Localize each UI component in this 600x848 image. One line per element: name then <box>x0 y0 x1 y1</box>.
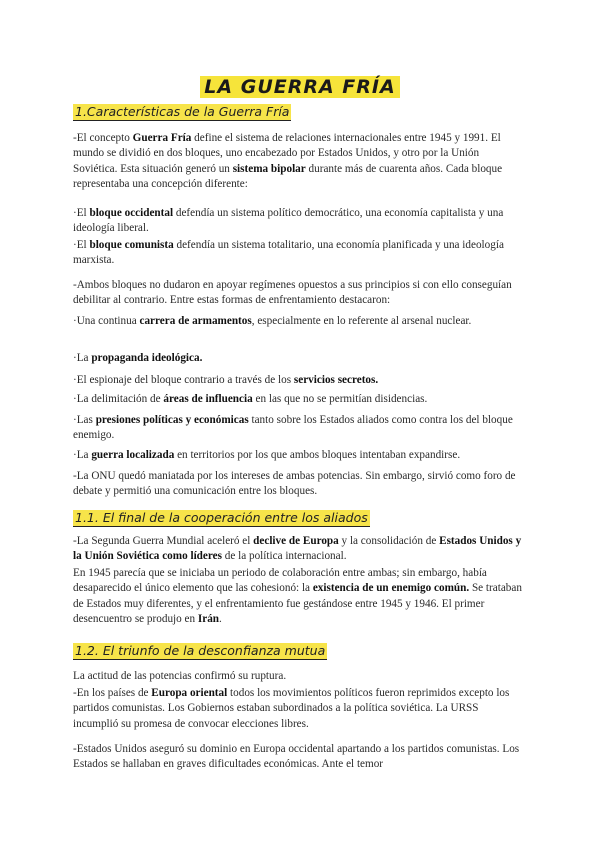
paragraph-12: -La Segunda Guerra Mundial aceleró el declive de Europa y la consolidación de Estados Unidos y la Unión Soviética como líderes de la política internacional. <box>73 535 522 563</box>
paragraph-16: -Estados Unidos aseguró su dominio en Europa occidental apartando a los partidos comunistas. Los Estados se hallaban en graves dificultades económicas. Ante el temor <box>73 743 520 771</box>
paragraph-5: ·Una continua carrera de armamentos, especialmente en lo referente al arsenal nuclear. <box>73 315 472 327</box>
section-heading-1: 1.Características de la Guerra Fría <box>75 104 290 119</box>
paragraph-4: -Ambos bloques no dudaron en apoyar regímenes opuestos a sus principios si con ello conseguían debilitar al contrario. Entre estas formas de enfrentamiento destacaron: <box>73 279 512 307</box>
paragraph-13: En 1945 parecía que se iniciaba un periodo de colaboración entre ambas; sin embargo, había desaparecido el único elemento que las cohesionó: la existencia de un enemigo común. Se trataban de Estados muy diferentes, y el enfrentamiento fue gestándose entre 1945 y 1946. El primer desencuentro se produjo en Irán. <box>73 567 522 626</box>
section-heading-3: 1.2. El triunfo de la desconfianza mutua <box>75 643 326 658</box>
paragraph-6: ·La propaganda ideológica. <box>73 352 203 364</box>
page-title: LA GUERRA FRÍA <box>200 76 399 98</box>
paragraph-9: ·Las presiones políticas y económicas tanto sobre los Estados aliados como contra los del bloque enemigo. <box>73 414 513 442</box>
paragraph-2: ·El bloque occidental defendía un sistema político democrático, una economía capitalista y una ideología liberal. <box>73 207 504 235</box>
paragraph-7: ·El espionaje del bloque contrario a través de los servicios secretos. <box>73 374 379 386</box>
paragraph-11: -La ONU quedó maniatada por los intereses de ambas potencias. Sin embargo, sirvió como foro de debate y permitió una comunicación entre los bloques. <box>73 470 516 498</box>
title-wrap <box>0 76 600 98</box>
paragraph-8: ·La delimitación de áreas de influencia en las que no se permitían disidencias. <box>73 393 428 405</box>
paragraph-14: La actitud de las potencias confirmó su ruptura. <box>73 670 287 682</box>
paragraph-3: ·El bloque comunista defendía un sistema totalitario, una economía planificada y una ideología marxista. <box>73 239 504 267</box>
section-heading-2: 1.1. El final de la cooperación entre los aliados <box>75 510 368 525</box>
paragraph-10: ·La guerra localizada en territorios por los que ambos bloques intentaban expandirse. <box>73 449 461 461</box>
paragraph-15: -En los países de Europa oriental todos los movimientos políticos fueron reprimidos excepto los partidos comunistas. Los Gobiernos estaban subordinados a la política soviética. La URSS incumplió su promesa de convocar elecciones libres. <box>73 687 510 730</box>
paragraph-1: -El concepto Guerra Fría define el sistema de relaciones internacionales entre 1945 y 1991. El mundo se dividió en dos bloques, uno encabezado por Estados Unidos, y otro por la Unión Soviética. Esta situación generó un sistema bipolar durante más de cuarenta años. Cada bloque representaba una concepción diferente: <box>73 132 503 191</box>
